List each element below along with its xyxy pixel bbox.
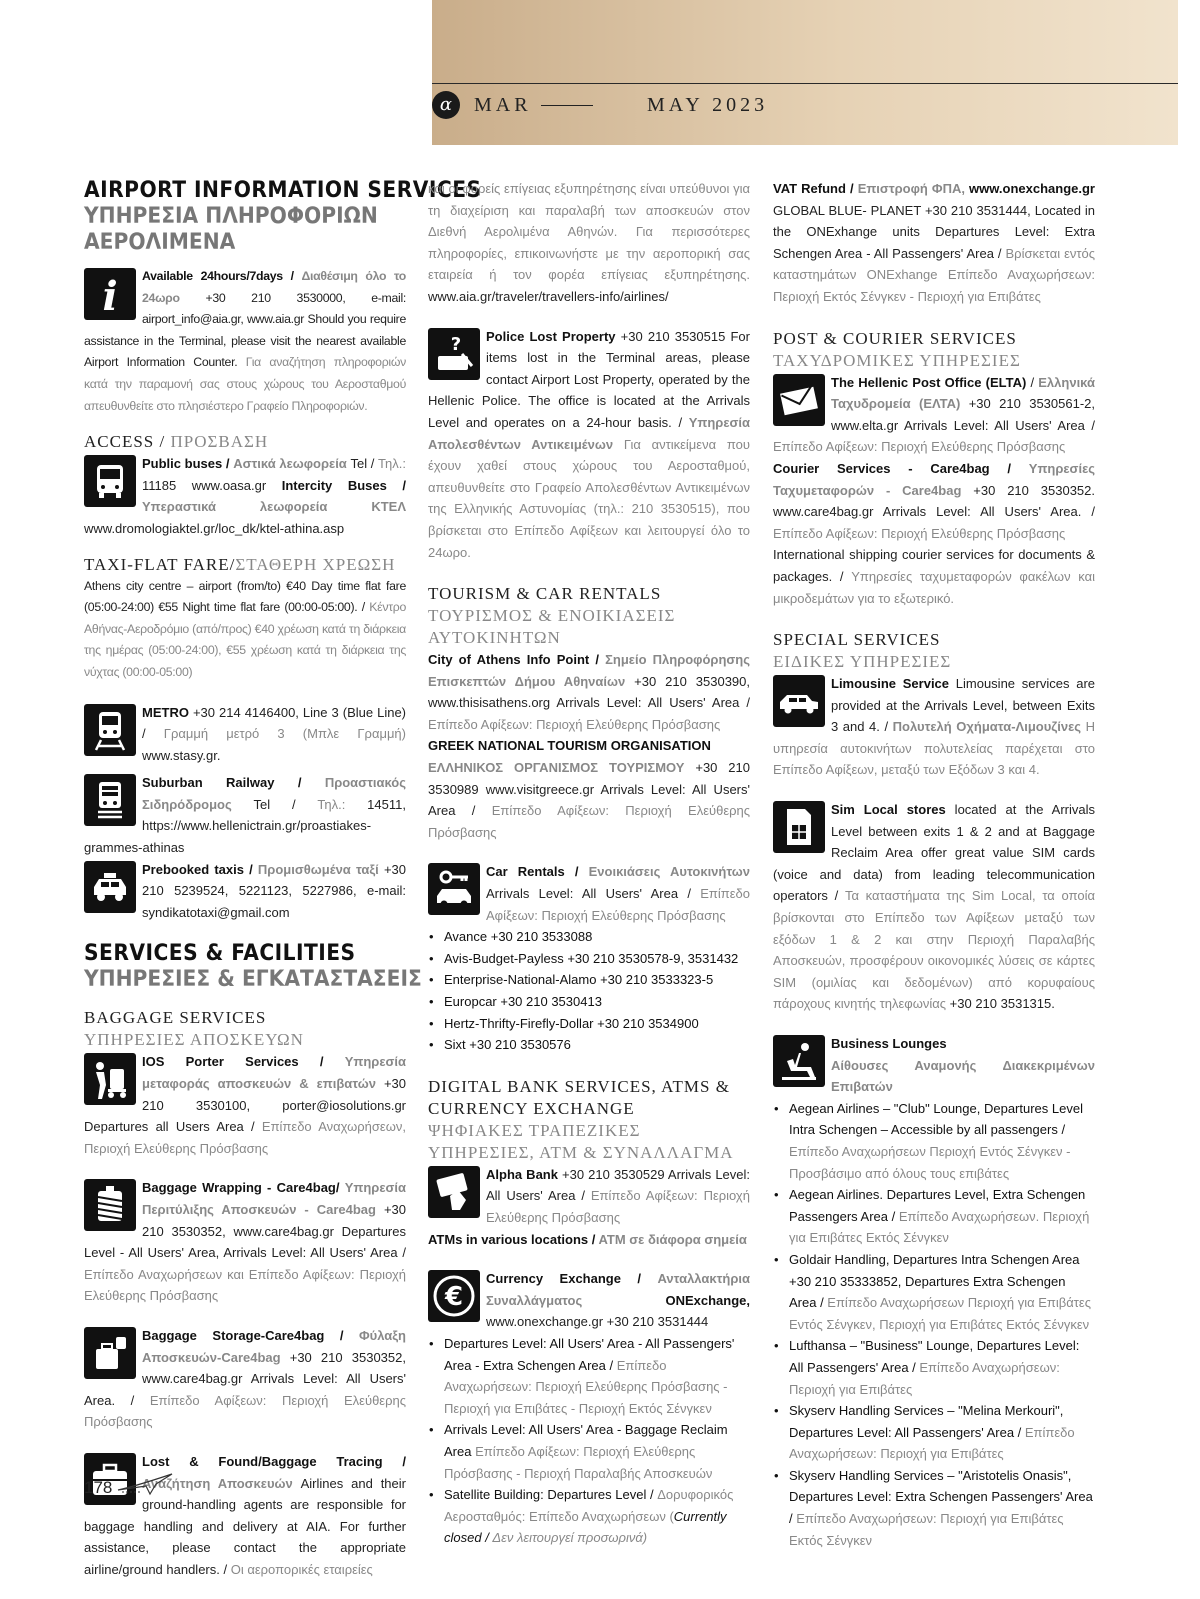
baggage-heading: BAGGAGE SERVICES	[84, 1008, 267, 1028]
gnto-entry: GREEK NATIONAL TOURISM ORGANISATION ΕΛΛΗΝΙΚΟΣ ΟΡΓΑΝΙΣΜΟΣ ΤΟΥΡΙΣΜΟΥ +30 210 3530989 www.visitgreece.gr Arrivals Level: All Users' Area / Επίπεδο Αφίξεων: Περιοχή Ελεύθερης Πρόσβασης	[428, 738, 751, 840]
courier-international-entry: International shipping courier services for documents & packages. / Υπηρεσίες ταχυμεταφορών φακέλων και μικροδεμάτων για το εξωτερικό.	[773, 547, 1095, 606]
column-3	[773, 178, 1095, 1551]
elta-entry: The Hellenic Post Office (ELTA) / Ελληνικά Ταχυδρομεία (ΕΛΤΑ) +30 210 3530561-2, www.elta.gr Arrivals Level: All Users' Area / Επίπεδο Αφίξεων: Περιοχή Ελεύθερης Πρόσβασης	[773, 374, 1095, 455]
lost-property-icon	[428, 328, 480, 380]
list-item: • Skyserv Handling Services – "Aristotelis Onasis", Departures Level: Extra Schengen Passengers' Area / Επίπεδο Αναχωρήσεων: Περιοχή για Επιβάτες Εκτός Σένγκεν	[773, 1465, 1095, 1551]
info-entry: i Available 24hours/7days / Διαθέσιμη όλο το 24ωρο +30 210 3530000, e-mail: airport_info@aia.gr, www.aia.gr Should you require assistance in the Terminal, please visit the nearest available Airport Information Counter. Για αναζήτηση πληροφοριών κατά την παραμονή σας στους χώρους του Αεροσταθμού απευθυνθείτε στο πλησιέστερο Γραφείο Πληροφοριών.	[84, 269, 407, 413]
baggage-storage-entry: Baggage Storage-Care4bag / Φύλαξη Αποσκευών-Care4bag +30 210 3530352, www.care4bag.gr Arrivals Level: All Users' Area. / Επίπεδο Αφίξεων: Περιοχή Ελεύθερης Πρόσβασης	[84, 1327, 406, 1430]
airplane-icon	[116, 1470, 176, 1498]
list-item: • Skyserv Handling Services – "Melina Merkouri", Departures Level: All Passengers' Area / Επίπεδο Αναχωρήσεων: Περιοχή για Επιβάτες	[773, 1400, 1095, 1465]
list-item: • Aegean Airlines – "Club" Lounge, Departures Level Intra Schengen – Accessible by all passengers / Επίπεδο Αναχωρήσεων Περιοχή Εντός Σένγκεν - Προσβάσιμο από όλους τους επιβάτες	[773, 1098, 1095, 1184]
business-lounges-entry: Business Lounges Αίθουσες Αναμονής Διακεκριμένων Επιβατών	[773, 1033, 1095, 1098]
tourism-heading-greek: ΤΟΥΡΙΣΜΟΣ & ΕΝΟΙΚΙΑΣΕΙΣ	[428, 606, 676, 626]
train-icon	[84, 774, 136, 826]
section-title-greek: ΥΠΗΡΕΣΙΑ ΠΛΗΡΟΦΟΡΙΩΝ	[84, 204, 378, 229]
services-facilities-title-greek: ΥΠΗΡΕΣΙΕΣ & ΕΓΚΑΤΑΣΤΑΣΕΙΣ	[84, 967, 422, 993]
svg-text:i: i	[102, 273, 118, 316]
luggage-storage-icon	[84, 1327, 136, 1379]
baggage-heading-greek: ΥΠΗΡΕΣΙΕΣ ΑΠΟΣΚΕΥΩΝ	[84, 1030, 304, 1050]
courier-entry: Courier Services - Care4bag / Υπηρεσίες Ταχυμεταφορών - Care4bag +30 210 3530352. www.care4bag.gr Arrivals Level: All Users' Area. / Επίπεδο Αφίξεων: Περιοχή Ελεύθερης Πρόσβασης	[773, 460, 1095, 541]
info-icon	[84, 268, 136, 320]
list-item: • Avis-Budget-Payless +30 210 3530578-9, 3531432	[428, 948, 750, 970]
list-item: • Satellite Building: Departures Level / Δορυφορικός Αεροσταθμός: Επίπεδο Αναχωρήσεων (Currently closed / Δεν λειτουργεί προσωρινά)	[428, 1484, 750, 1549]
lounge-list	[773, 1098, 1095, 1551]
sim-local-entry: Sim Local stores located at the Arrivals Level between exits 1 & 2 and at Baggage Reclaim Area offer great value SIM cards (voice and data) from leading telecommunication operators / Τα καταστήματα της Sim Local, τα οποία βρίσκονται στο Επίπεδο των Αφίξεων μεταξύ των εξόδων 1 & 2 και στην Περιοχή Παραλαβής Αποσκευών, προσφέρουν οικονομικές λύσεις σε κάρτες SIM (ομιλίας και δεδομένων) από κορυφαίους πάροχους κινητής τηλεφωνίας +30 210 3531315.	[773, 802, 1095, 1012]
issue-dash	[541, 105, 593, 106]
currency-location-list	[428, 1333, 750, 1549]
header-banner	[432, 0, 1178, 145]
metro-entry: METRO +30 214 4146400, Line 3 (Blue Line) / Γραμμή μετρό 3 (Μπλε Γραμμή) www.stasy.gr.	[84, 702, 406, 767]
euro-icon	[428, 1270, 480, 1322]
list-item: • Lufthansa – "Business" Lounge, Departures Level: All Passengers' Area / Επίπεδο Αναχωρήσεων: Περιοχή για Επιβάτες	[773, 1335, 1095, 1400]
services-facilities-title: SERVICES & FACILITIES	[84, 941, 356, 967]
list-item: • Goldair Handling, Departures Intra Schengen Area +30 210 35333852, Departures Extra Schengen Area / Επίπεδο Αναχωρήσεων Περιοχή για Επιβάτες Εντός Σένγκεν, Περιοχή για Επιβάτες Εκτός Σένγκεν	[773, 1249, 1095, 1335]
atm-entry: ATMs in various locations / ATM σε διάφορα σημεία	[428, 1231, 747, 1247]
issue-month-end: MAY 2023	[647, 94, 769, 116]
prebooked-taxi-entry: Prebooked taxis / Προμισθωμένα ταξί +30 210 5239524, 5221123, 5227986, e-mail: syndikatotaxi@gmail.com	[84, 859, 406, 924]
access-heading: ACCESS / ΠΡΟΣΒΑΣΗ	[84, 432, 269, 452]
taxi-fare-entry: Athens city centre – airport (from/to) €40 Day time flat fare (05:00-24:00) €55 Night time flat fare (00:00-05:00). / Κέντρο Αθήνας-Αεροδρόμιο (από/προς) €40 χρέωση κατά τη διάρκεια της ημέρας (05:00-24:00), €55 χρέωση κατά τη διάρκεια της νύχτας (00:00-05:00)	[84, 578, 406, 679]
porter-icon	[84, 1053, 136, 1105]
list-item: • Europcar +30 210 3530413	[428, 991, 750, 1013]
column-1	[84, 178, 482, 1581]
svg-text:€: €	[444, 1282, 464, 1313]
city-info-point-entry: City of Athens Info Point / Σημείο Πληροφόρησης Επισκεπτών Δήμου Αθηναίων +30 210 3530390, www.thisisathens.org Arrivals Level: All Users' Area / Επίπεδο Αφίξεων: Περιοχή Ελεύθερης Πρόσβασης	[428, 652, 750, 732]
car-rental-list	[428, 926, 750, 1056]
ios-porter-entry: IOS Porter Services / Υπηρεσία μεταφοράς αποσκευών & επιβατών +30 210 3530100, porter@iosolutions.gr Departures all Users Area / Επίπεδο Αναχωρήσεων, Περιοχή Ελεύθερης Πρόσβασης	[84, 1054, 406, 1156]
car-rentals-entry: Car Rentals / Ενοικιάσεις Αυτοκινήτων Arrivals Level: All Users' Area / Επίπεδο Αφίξεων: Περιοχή Ελεύθερης Πρόσβασης	[428, 861, 750, 926]
sim-card-icon	[773, 801, 825, 853]
wrapped-bag-icon	[84, 1179, 136, 1231]
limousine-icon	[773, 675, 825, 727]
vat-refund-entry: VAT Refund / Επιστροφή ΦΠΑ, www.onexchange.gr GLOBAL BLUE- PLANET +30 210 3531444, Located in the ONExhange units Departures Level: Extra Schengen Area - All Passengers' Area / Βρίσκεται εντός καταστημάτων ONExhange Επίπεδο Αναχωρήσεων: Περιοχή Εκτός Σένγκεν - Περιοχή για Επιβάτες	[773, 181, 1096, 304]
baggage-wrapping-entry: Baggage Wrapping - Care4bag/ Υπηρεσία Περιτύλιξης Αποσκευών - Care4bag +30 210 3530352, www.care4bag.gr Departures Level - All Users' Area, Arrivals Level: All Users' Area / Επίπεδο Αναχωρήσεων και Επίπεδο Αφίξεων: Περιοχή Ελεύθερης Πρόσβασης	[84, 1180, 406, 1304]
list-item: • Hertz-Thrifty-Firefly-Dollar +30 210 3534900	[428, 1013, 750, 1035]
special-heading-greek: ΕΙΔΙΚΕΣ ΥΠΗΡΕΣΙΕΣ	[773, 652, 952, 672]
atm-card-icon	[428, 1166, 480, 1218]
lost-found-continued: και οι φορείς επίγειας εξυπηρέτησης είναι υπεύθυνοι για τη διαχείριση και παραλαβή των αποσκευών στον Διεθνή Αερολιμένα Αθηνών. Για περισσότερες πληροφορίες, επικοινωνήστε με την αεροπορική σας εταιρεία ή τον φορέα επίγειας εξυπηρέτησης. www.aia.gr/traveler/travellers-info/airlines/	[428, 181, 750, 304]
bank-heading-greek: ΨΗΦΙΑΚΕΣ ΤΡΑΠΕΖΙΚΕΣ ΥΠΗΡΕΣΙΕΣ, ΑΤΜ & ΣΥΝΑΛΛΑΓΜΑ	[428, 1120, 734, 1162]
tourism-heading-greek-2: ΑΥΤΟΚΙΝΗΤΩΝ	[428, 628, 561, 648]
bank-heading: DIGITAL BANK SERVICES, ATMS & CURRENCY EXCHANGE	[428, 1076, 730, 1118]
currency-exchange-entry: € Currency Exchange / Ανταλλακτήρια Συναλλάγματος ONExchange, www.onexchange.gr +30 210 3531444	[428, 1268, 750, 1333]
bus-entry: Public buses / Αστικά λεωφορεία Tel / Τηλ.: 11185 www.oasa.gr Intercity Buses / Υπεραστικά λεωφορεία ΚΤΕΛ www.dromologiaktel.gr/loc_dk/ktel-athina.asp	[84, 456, 406, 536]
list-item: • Departures Level: All Users' Area - All Passengers' Area - Extra Schengen Area / Επίπεδο Αναχωρήσεων: Περιοχή Ελεύθερης Πρόσβασης - Περιοχή για Επιβάτες - Περιοχή Εκτός Σένγκεν	[428, 1333, 750, 1419]
post-heading-greek: ΤΑΧΥΔΡΟΜΙΚΕΣ ΥΠΗΡΕΣΙΕΣ	[773, 350, 1021, 370]
police-lost-property-entry: ? Police Lost Property +30 210 3530515 For items lost in the Terminal areas, please contact Airport Lost Property, operated by the Hellenic Police. The office is located at the Arrivals Level and operates on a 24-hour basis. / Υπηρεσία Απολεσθέντων Αντικειμένων Για αντικείμενα που έχουν χαθεί στους χώρους του Αεροσταθμού, απευθυνθείτε στο Γραφείο Απολεσθέντων Αντικειμένων της Ελληνικής Αστυνομίας (τηλ.: 210 3530515), που βρίσκεται στο Επίπεδο Αφίξεων και λειτουργεί όλο το 24ωρο.	[428, 328, 750, 560]
list-item: • Aegean Airlines. Departures Level, Extra Schengen Passengers Area / Επίπεδο Αναχωρήσεων. Περιοχή για Επιβάτες Εκτός Σένγκεν	[773, 1184, 1095, 1249]
issue-month-start: MAR	[474, 94, 532, 116]
metro-icon	[84, 704, 136, 756]
alpha-bank-entry: Alpha Bank +30 210 3530529 Arrivals Level: All Users' Area / Επίπεδο Αφίξεων: Περιοχή Ελεύθερης Πρόσβασης	[428, 1164, 750, 1229]
post-heading: POST & COURIER SERVICES	[773, 328, 1017, 348]
special-heading: SPECIAL SERVICES	[773, 630, 941, 650]
list-item: • Sixt +30 210 3530576	[428, 1034, 750, 1056]
svg-text:?: ?	[450, 333, 462, 355]
section-title: AIRPORT INFORMATION SERVICES	[84, 178, 482, 203]
taxi-icon	[84, 861, 136, 913]
taxi-heading: TAXI-FLAT FARE/ΣΤΑΘΕΡΗ ΧΡΕΩΣΗ	[84, 554, 396, 574]
magazine-logo-icon: α	[432, 91, 460, 119]
lounge-chair-icon	[773, 1035, 825, 1087]
list-item: • Avance +30 210 3533088	[428, 926, 750, 948]
banner-rule	[432, 83, 1178, 84]
tourism-heading: TOURISM & CAR RENTALS	[428, 584, 662, 604]
bus-icon	[84, 455, 136, 507]
page-number: 178	[84, 1478, 113, 1497]
suburban-railway-entry: Suburban Railway / Προαστιακός Σιδηρόδρομος Tel / Τηλ.: 14511, https://www.hellenictrain.gr/proastiakes-grammes-athinas	[84, 775, 406, 856]
car-key-icon	[428, 863, 480, 915]
list-item: • Enterprise-National-Alamo +30 210 3533323-5	[428, 969, 750, 991]
envelope-icon	[773, 374, 825, 426]
list-item: • Arrivals Level: All Users' Area - Baggage Reclaim Area Επίπεδο Αφίξεων: Περιοχή Ελεύθερης Πρόσβασης - Περιοχή Παραλαβής Αποσκευών	[428, 1419, 750, 1484]
limousine-entry: Limousine Service Limousine services are provided at the Arrivals Level, between Exits 3 and 4. / Πολυτελή Οχήματα-Λιμουζίνες Η υπηρεσία αυτοκινήτων πολυτελείας παρέχεται στο Επίπεδο Αφίξεων, μεταξύ των Εξόδων 3 και 4.	[773, 676, 1096, 778]
column-2	[428, 178, 750, 1549]
section-title-greek-2: ΑΕΡΟΛΙΜΕΝΑ	[84, 230, 236, 255]
lost-found-entry: Lost & Found/Baggage Tracing / Αναζήτηση Αποσκευών Airlines and their ground-handling agents are responsible for baggage handling and delivery at AIA. For further assistance, please contact the appropriate airline/ground handlers. / Οι αεροπορικές εταιρείες	[84, 1453, 406, 1577]
